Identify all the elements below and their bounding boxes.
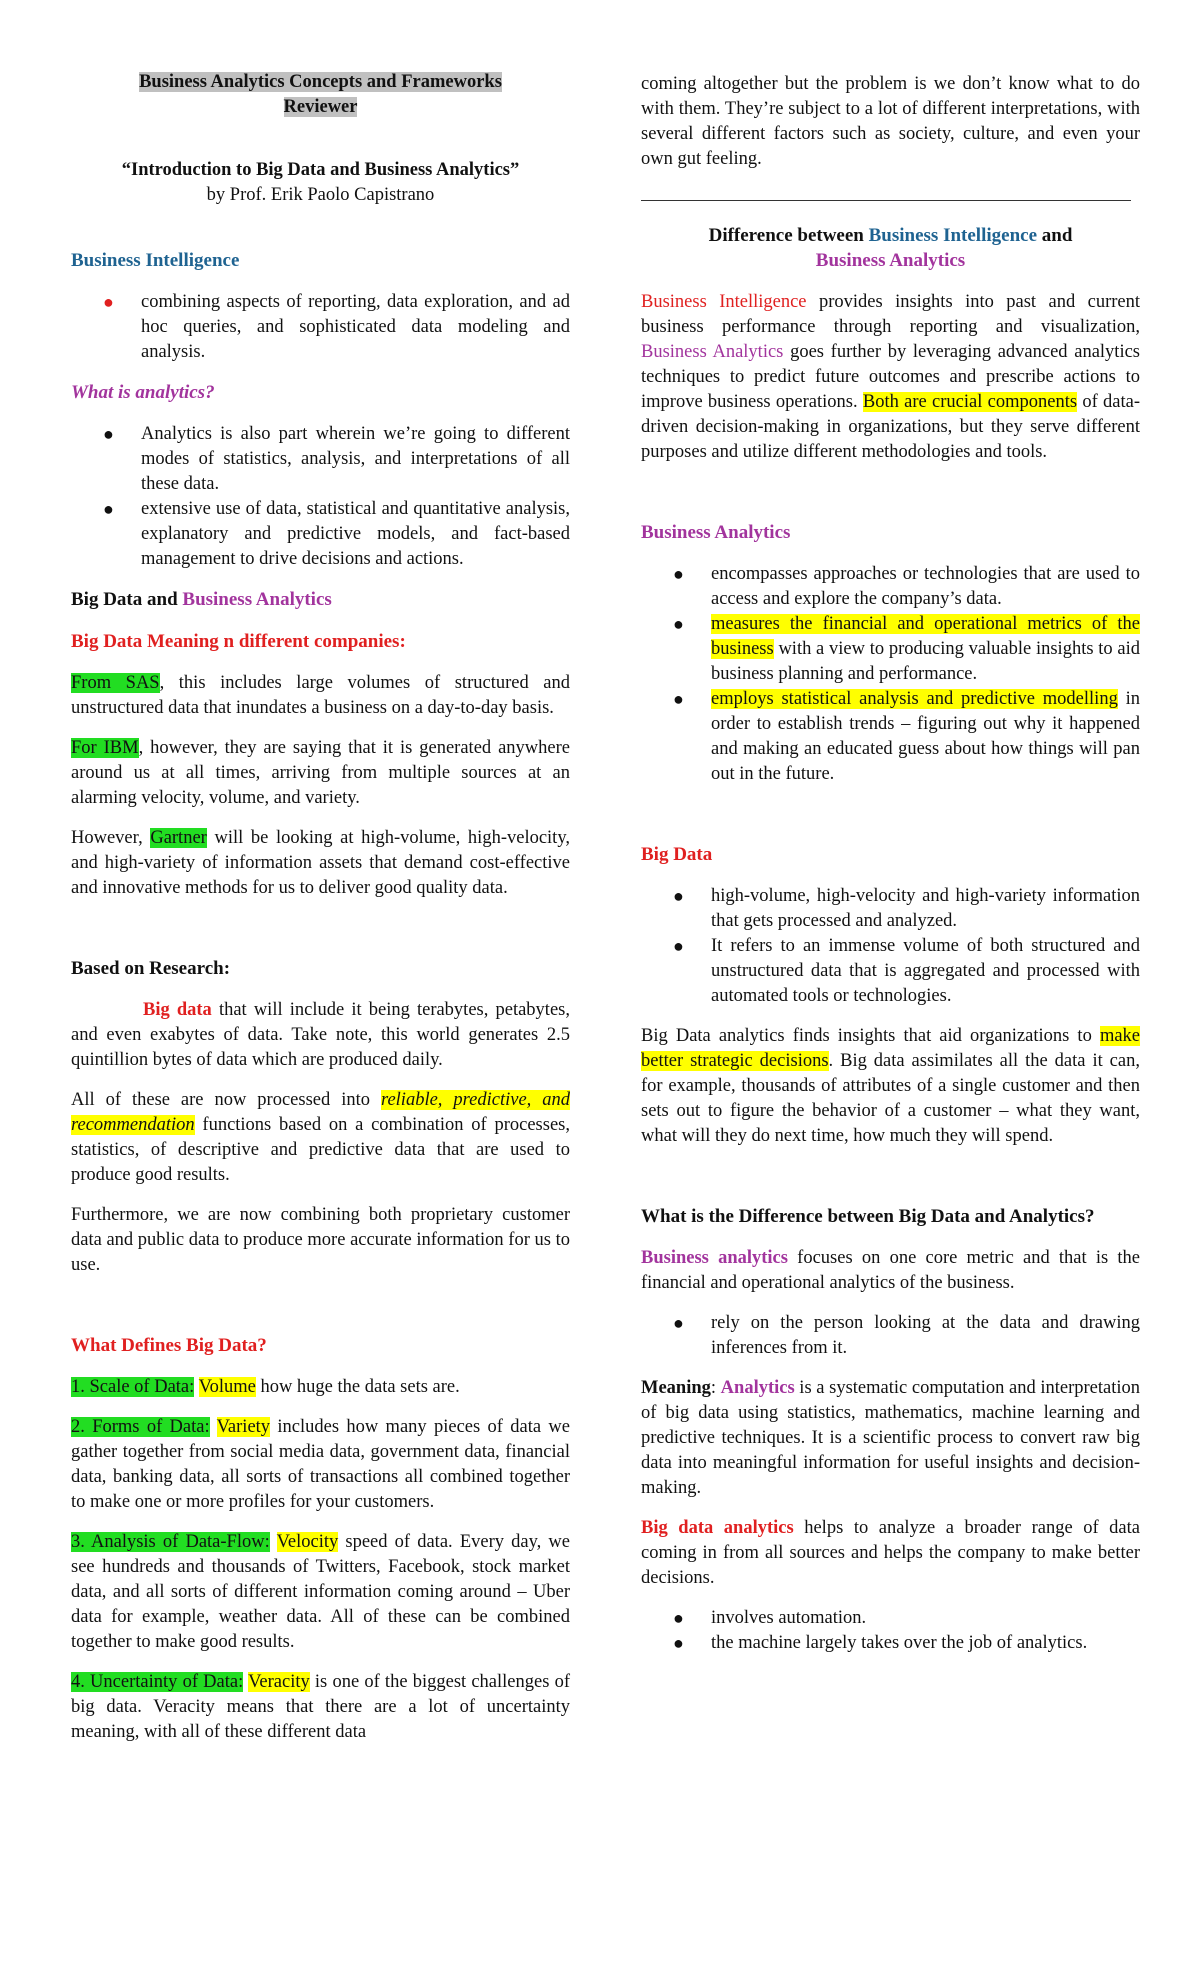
ba-focus-list bbox=[641, 1311, 1140, 1361]
bullet-icon: ● bbox=[103, 424, 114, 444]
volume-paragraph: 1. Scale of Data: Volume how huge the data sets are. bbox=[71, 1377, 460, 1397]
bullet-icon: ● bbox=[673, 886, 684, 906]
list-item: ● extensive use of data, statistical and quantitative analysis, explanatory and predictive models, and fact-based management to drive decisions and actions. bbox=[103, 499, 570, 569]
processed-paragraph: All of these are now processed into reliable, predictive, and recommendation functions based on a combination of processes, statistics, of descriptive and predictive data that are used to produce good results. bbox=[71, 1090, 570, 1185]
lecture-title: “Introduction to Big Data and Business Analytics” bbox=[121, 160, 520, 180]
ibm-paragraph: For IBM, however, they are saying that it is generated anywhere around us at all times, arriving from multiple sources at an alarming velocity, volume, and variety. bbox=[71, 738, 570, 808]
left-column bbox=[71, 70, 570, 1760]
lecture-heading bbox=[71, 158, 570, 208]
bullet-icon: ● bbox=[673, 689, 684, 709]
list-item: ● rely on the person looking at the data and drawing inferences from it. bbox=[673, 1313, 1140, 1358]
list-item: ● the machine largely takes over the job of analytics. bbox=[641, 1631, 1140, 1656]
variety-paragraph: 2. Forms of Data: Variety includes how many pieces of data we gather together from social media data, government data, financial data, banking data, all sorts of transactions all combined together to make one or more profiles for your customers. bbox=[71, 1417, 570, 1512]
title-line-1: Business Analytics Concepts and Frameworks bbox=[139, 72, 502, 92]
meaning-paragraph: Meaning: Analytics is a systematic computation and interpretation of big data using statistics, mathematics, machine learning and predictive techniques. It is a scientific process to convert raw big data into meaningful information for useful insights and decision-making. bbox=[641, 1378, 1140, 1498]
ba-focus-paragraph: Business analytics focuses on one core metric and that is the financial and operational analytics of the business. bbox=[641, 1248, 1140, 1293]
list-item: ● Analytics is also part wherein we’re going to different modes of statistics, analysis, and interpretations of all these data. bbox=[103, 424, 570, 494]
bullet-icon: ● bbox=[673, 936, 684, 956]
research-heading: Based on Research: bbox=[71, 958, 231, 979]
bda-paragraph: Big Data analytics finds insights that aid organizations to make better strategic decisions. Big data assimilates all the data it can, for example, thousands of attributes of a single customer and then sets out to figure the behavior of a customer – what they want, what will they do next time, how much they will spend. bbox=[641, 1026, 1140, 1146]
gartner-paragraph: However, Gartner will be looking at high-volume, high-velocity, and high-variety of information assets that demand cost-effective and innovative methods for us to deliver good quality data. bbox=[71, 828, 570, 898]
bd-heading: Big Data bbox=[641, 844, 713, 865]
furthermore-paragraph: Furthermore, we are now combining both proprietary customer data and public data to produce more accurate information for us to use. bbox=[71, 1205, 570, 1275]
ba-heading: Business Analytics bbox=[641, 522, 791, 543]
bullet-icon: ● bbox=[673, 1633, 684, 1653]
bullet-icon: ● bbox=[103, 499, 114, 519]
ba-list bbox=[641, 562, 1140, 787]
lecture-byline: by Prof. Erik Paolo Capistrano bbox=[206, 185, 435, 205]
list-item: ● It refers to an immense volume of both structured and unstructured data that is aggregated and processed with automated tools or technologies. bbox=[673, 936, 1140, 1006]
difference-paragraph: Business Intelligence provides insights into past and current business performance through reporting and visualization, Business Analytics goes further by leveraging advanced analytics techniques to predict future outcomes and prescribe actions to improve business operations. Both are crucial components of data-driven decision-making in organizations, but they serve different purposes and utilize different methodologies and tools. bbox=[641, 292, 1140, 462]
bi-list bbox=[71, 290, 570, 365]
bullet-icon: ● bbox=[673, 564, 684, 584]
list-item: ● encompasses approaches or technologies that are used to access and explore the company’s data. bbox=[673, 564, 1140, 609]
question-heading: What is the Difference between Big Data and Analytics? bbox=[641, 1206, 1095, 1227]
analytics-question: What is analytics? bbox=[71, 382, 215, 403]
bda2-paragraph: Big data analytics helps to analyze a broader range of data coming in from all sources and helps the company to make better decisions. bbox=[641, 1518, 1140, 1588]
bi-heading: Business Intelligence bbox=[71, 250, 240, 271]
defines-heading: What Defines Big Data? bbox=[71, 1335, 267, 1356]
list-item: ● employs statistical analysis and predictive modelling in order to establish trends – figuring out why it happened and making an educated guess about how things will pan out in the future. bbox=[673, 689, 1141, 784]
divider bbox=[641, 200, 1131, 201]
bullet-icon: ● bbox=[103, 292, 114, 312]
bullet-icon: ● bbox=[673, 1313, 684, 1333]
bd-list bbox=[641, 884, 1140, 1009]
list-item: ● high-volume, high-velocity and high-variety information that gets processed and analyzed. bbox=[673, 886, 1140, 931]
list-item: ● combining aspects of reporting, data exploration, and ad hoc queries, and sophisticated data modeling and analysis. bbox=[103, 292, 570, 362]
analytics-list bbox=[71, 422, 570, 572]
sas-paragraph: From SAS, this includes large volumes of structured and unstructured data that inundates a business on a day-to-day basis. bbox=[71, 673, 570, 718]
bd-ba-heading: Big Data and Business Analytics bbox=[71, 589, 332, 610]
bullet-icon: ● bbox=[673, 1608, 684, 1628]
research-paragraph: Big data that will include it being terabytes, petabytes, and even exabytes of data. Take note, this world generates 2.5 quintillion bytes of data which are produced daily. bbox=[71, 1000, 570, 1070]
continued-paragraph: coming altogether but the problem is we don’t know what to do with them. They’re subject to a lot of different interpretations, with several different factors such as society, culture, and even your own gut feeling. bbox=[641, 74, 1140, 169]
difference-heading: Difference between Business Intelligence and Business Analytics bbox=[708, 225, 1073, 271]
list-item: ● involves automation. bbox=[641, 1606, 1140, 1631]
right-column bbox=[641, 72, 1140, 1671]
veracity-paragraph: 4. Uncertainty of Data: Veracity is one of the biggest challenges of big data. Veracity means that there are a lot of uncertainty meaning, with all of these different data bbox=[71, 1672, 571, 1742]
velocity-paragraph: 3. Analysis of Data-Flow: Velocity speed of data. Every day, we see hundreds and thousands of Twitters, Facebook, stock market data, and all sorts of different information coming around – Uber data for example, weather data. All of these can be combined together to make good results. bbox=[71, 1532, 571, 1652]
meaning-heading: Big Data Meaning n different companies: bbox=[71, 631, 406, 652]
title-line-2: Reviewer bbox=[283, 97, 358, 117]
bullet-icon: ● bbox=[673, 614, 684, 634]
bda2-list bbox=[641, 1606, 1140, 1656]
document-title bbox=[71, 70, 570, 120]
list-item: ● measures the financial and operational metrics of the business with a view to producing valuable insights to aid business planning and performance. bbox=[673, 614, 1140, 684]
